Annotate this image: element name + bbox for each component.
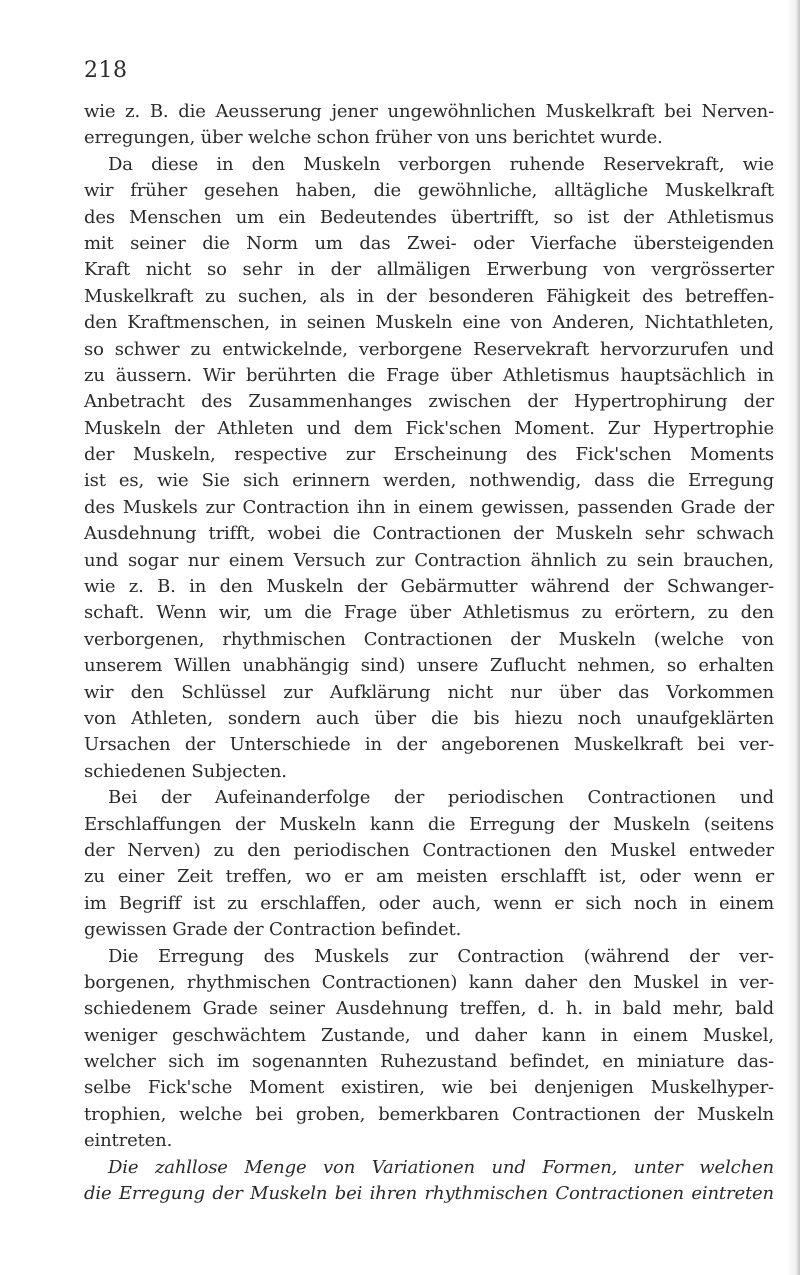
text-line: Muskelkraft zu suchen, als in der besonderen Fähigkeit des betreffen-: [84, 285, 774, 307]
text-line: wir früher gesehen haben, die gewöhnliche, alltägliche Muskelkraft: [84, 180, 774, 202]
text-line: zu äussern. Wir berührten die Frage über Athletismus hauptsächlich in: [84, 364, 774, 386]
text-line: zu einer Zeit treffen, wo er am meisten erschlafft ist, oder wenn er: [84, 866, 774, 888]
text-line: der Nerven) zu den periodischen Contractionen den Muskel entweder: [84, 839, 774, 861]
text-line: welcher sich im sogenannten Ruhezustand befindet, en miniature das-: [84, 1051, 774, 1073]
text-line: borgenen, rhythmischen Contractionen) kann daher den Muskel in ver-: [84, 971, 774, 993]
text-line: von Athleten, sondern auch über die bis hiezu noch unaufgeklärten: [84, 707, 774, 729]
text-line: Ursachen der Unterschiede in der angeborenen Muskelkraft bei ver-: [84, 734, 774, 756]
text-line: verborgenen, rhythmischen Contractionen der Muskeln (welche von: [84, 628, 774, 650]
page-edge-shadow: [786, 0, 800, 1275]
text-line: ist es, wie Sie sich erinnern werden, nothwendig, dass die Erregung: [84, 470, 774, 492]
text-line: Ausdehnung trifft, wobei die Contractionen der Muskeln sehr schwach: [84, 523, 774, 545]
text-line: Die zahllose Menge von Variationen und Formen, unter welchen: [108, 1156, 774, 1178]
text-line: im Begriff ist zu erschlaffen, oder auch, wenn er sich noch in einem: [84, 892, 774, 914]
text-line: Kraft nicht so sehr in der allmäligen Erwerbung von vergrösserter: [84, 259, 774, 281]
text-line: die Erregung der Muskeln bei ihren rhythmischen Contractionen eintreten: [84, 1183, 774, 1205]
text-line: so schwer zu entwickelnde, verborgene Reservekraft hervorzurufen und: [84, 338, 774, 360]
text-line: selbe Fick'sche Moment existiren, wie bei denjenigen Muskelhyper-: [84, 1077, 774, 1099]
text-line: Anbetracht des Zusammenhanges zwischen der Hypertrophirung der: [84, 391, 774, 413]
body-text: [84, 99, 774, 1207]
text-line: schaft. Wenn wir, um die Frage über Athletismus zu erörtern, zu den: [84, 602, 774, 624]
text-line: wie z. B. die Aeusserung jener ungewöhnlichen Muskelkraft bei Nerven-: [84, 101, 774, 122]
text-line: schiedenem Grade seiner Ausdehnung treffen, d. h. in bald mehr, bald: [84, 998, 774, 1020]
text-line: schiedenen Subjecten.: [84, 760, 287, 782]
text-line: weniger geschwächtem Zustande, und daher kann in einem Muskel,: [84, 1024, 774, 1046]
text-line: den Kraftmenschen, in seinen Muskeln eine von Anderen, Nichtathleten,: [84, 312, 774, 334]
text-line: des Menschen um ein Bedeutendes übertrifft, so ist der Athletismus: [84, 206, 774, 228]
text-line: eintreten.: [84, 1130, 173, 1152]
text-line: wir den Schlüssel zur Aufklärung nicht nur über das Vorkommen: [84, 681, 774, 703]
text-line: des Muskels zur Contraction ihn in einem gewissen, passenden Grade der: [84, 496, 774, 518]
text-line: Bei der Aufeinanderfolge der periodischen Contractionen und: [108, 787, 774, 809]
text-line: wie z. B. in den Muskeln der Gebärmutter während der Schwanger-: [84, 576, 774, 598]
text-line: gewissen Grade der Contraction befindet.: [84, 919, 462, 941]
text-line: unserem Willen unabhängig sind) unsere Zuflucht nehmen, so erhalten: [84, 655, 774, 677]
text-line: Erschlaffungen der Muskeln kann die Erregung der Muskeln (seitens: [84, 813, 774, 835]
text-line: erregungen, über welche schon früher von uns berichtet wurde.: [84, 127, 663, 149]
text-line: trophien, welche bei groben, bemerkbaren Contractionen der Muskeln: [84, 1103, 774, 1125]
text-line: der Muskeln, respective zur Erscheinung des Fick'schen Moments: [84, 444, 774, 466]
text-line: Die Erregung des Muskels zur Contraction (während der ver-: [108, 945, 774, 967]
text-line: und sogar nur einem Versuch zur Contraction ähnlich zu sein brauchen,: [84, 549, 774, 571]
page-number: 218: [84, 58, 128, 83]
text-line: mit seiner die Norm um das Zwei- oder Vierfache übersteigenden: [84, 232, 774, 254]
text-line: Muskeln der Athleten und dem Fick'schen Moment. Zur Hypertrophie: [84, 417, 774, 439]
text-line: Da diese in den Muskeln verborgen ruhende Reservekraft, wie: [108, 153, 774, 175]
